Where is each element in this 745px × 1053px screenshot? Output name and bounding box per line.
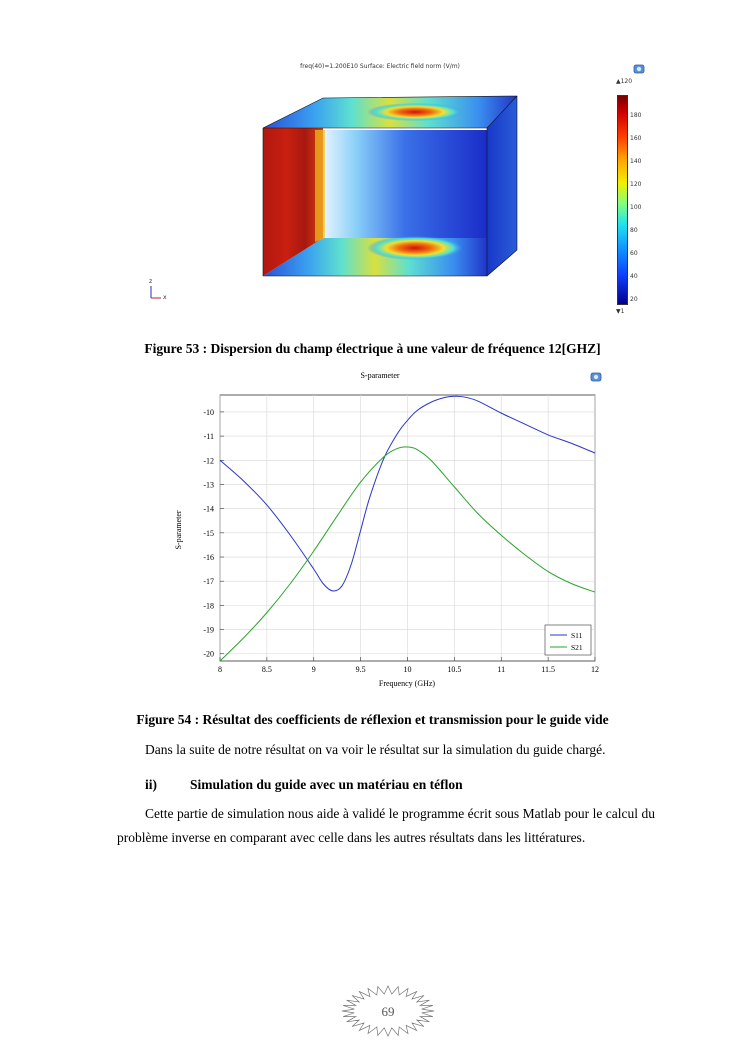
chart-title: S-parameter (360, 371, 400, 380)
colorbar-ticks (630, 112, 650, 307)
y-tick-label: -12 (203, 456, 214, 466)
colorbar-tick: 40 (630, 273, 638, 280)
y-tick-label: -19 (203, 625, 214, 635)
x-tick-label: 9 (311, 665, 316, 674)
axis-x-label: x (163, 294, 167, 301)
axis-z-label: z (149, 278, 153, 285)
y-tick-label: -16 (203, 553, 214, 563)
figure53-title: freq(40)=1.200E10 Surface: Electric field norm (V/m) (300, 63, 460, 70)
y-tick-label: -11 (203, 432, 214, 442)
y-tick-label: -13 (203, 480, 214, 490)
y-tick-label: -18 (203, 601, 214, 611)
colorbar-tick: 120 (630, 181, 642, 188)
x-tick-label: 8.5 (261, 665, 272, 674)
y-tick-label: -15 (203, 528, 214, 538)
x-tick-label: 11.5 (541, 665, 555, 674)
y-tick-label: -10 (203, 407, 214, 417)
x-tick-label: 9.5 (355, 665, 366, 674)
section-heading (145, 777, 463, 793)
section-number: ii) (145, 777, 157, 792)
page-number: 69 (381, 1004, 395, 1019)
colorbar-tick: 60 (630, 250, 638, 257)
y-tick-label: -14 (203, 504, 214, 514)
colorbar-tick: 160 (630, 135, 642, 142)
x-tick-label: 12 (591, 665, 599, 674)
figure54-chart (165, 365, 615, 695)
figure54-camera-icon[interactable] (590, 371, 602, 383)
colorbar-tick: 80 (630, 227, 638, 234)
section-title: Simulation du guide avec un matériau en téflon (190, 777, 463, 792)
paragraph-2 (117, 802, 655, 850)
paragraph-1: Dans la suite de notre résultat on va voir le résultat sur la simulation du guide chargé. (145, 742, 606, 757)
figure53-caption: Figure 53 : Dispersion du champ électrique à une valeur de fréquence 12[GHZ] (144, 341, 601, 356)
x-tick-label: 10 (403, 665, 412, 674)
figure53-camera-icon[interactable] (633, 63, 645, 75)
colorbar-min-label: ▼1 (616, 308, 625, 315)
y-tick-label: -17 (203, 577, 214, 587)
x-axis-label: Frequency (GHz) (378, 679, 436, 688)
y-axis-label: S-parameter (174, 510, 183, 550)
colorbar-tick: 20 (630, 296, 638, 303)
colorbar-max-label: ▲120 (616, 78, 633, 85)
chart-legend (545, 625, 591, 655)
y-tick-label: -20 (203, 649, 214, 659)
colorbar-tick: 100 (630, 204, 642, 211)
colorbar (617, 95, 628, 305)
x-tick-label: 8 (218, 665, 222, 674)
x-tick-label: 10.5 (447, 665, 462, 674)
legend-label-s11: S11 (571, 631, 583, 640)
colorbar-tick: 180 (630, 112, 642, 119)
colorbar-tick: 140 (630, 158, 642, 165)
legend-label-s21: S21 (571, 643, 583, 652)
paragraph-2-text: Cette partie de simulation nous aide à validé le programme écrit sous Matlab pour le calcul du problème inverse en comparant avec celle dans les autres résultats dans les littératures. (117, 806, 655, 845)
x-tick-label: 11 (497, 665, 506, 674)
figure53-field-plot (255, 90, 530, 280)
figure54-caption: Figure 54 : Résultat des coefficients de réflexion et transmission pour le guide vide (136, 712, 609, 727)
